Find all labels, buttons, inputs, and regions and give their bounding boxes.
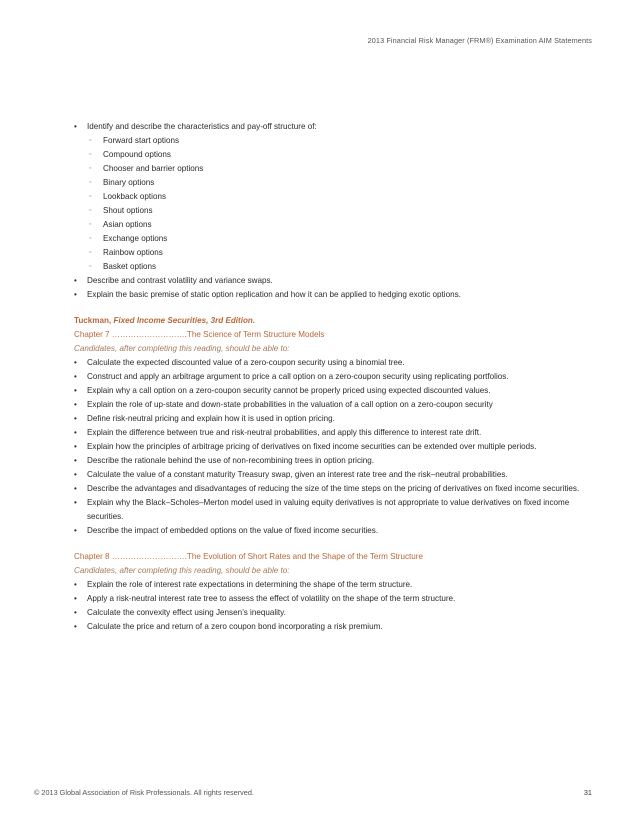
sub-list-item: ◦ Basket options [74,260,594,274]
chapter-8-heading: Chapter 8 ……………………….The Evolution of Short Rates and the Shape of the Term Structure [74,552,423,561]
sub-list-item: ◦ Rainbow options [74,246,594,260]
list-item: • Explain the role of interest rate expectations in determining the shape of the term structure. [74,578,594,592]
sub-list-item: ◦ Lookback options [74,190,594,204]
list-item: • Describe the impact of embedded options on the value of fixed income securities. [74,524,594,538]
list-item: • Construct and apply an arbitrage argument to price a call option on a zero-coupon security using replicating portfolios. [74,370,594,384]
list-item: • Calculate the expected discounted value of a zero-coupon security using a binomial tree. [74,356,594,370]
list-item: • Explain how the principles of arbitrage pricing of derivatives on fixed income securities can be extended over multiple periods. [74,440,594,454]
list-item: • Calculate the convexity effect using Jensen’s inequality. [74,606,594,620]
page-header: 2013 Financial Risk Manager (FRM®) Examination AIM Statements [367,36,592,45]
list-item: • Explain why the Black–Scholes–Merton model used in valuing equity derivatives is not appropriate to value derivatives on fixed income securities. [74,496,594,524]
sub-list-item: ◦ Forward start options [74,134,594,148]
sub-list-item: ◦ Asian options [74,218,594,232]
list-item: • Apply a risk-neutral interest rate tree to assess the effect of volatility on the shape of the term structure. [74,592,594,606]
list-item: • Define risk-neutral pricing and explain how it is used in option pricing. [74,412,594,426]
reading-book: Fixed Income Securities, 3rd Edition. [113,316,256,325]
list-item: • Explain the role of up-state and down-state probabilities in the valuation of a call option on a zero-coupon security [74,398,594,412]
sub-list-item: ◦ Exchange options [74,232,594,246]
sub-list-item: ◦ Shout options [74,204,594,218]
sub-list-item: ◦ Compound options [74,148,594,162]
list-item: • Calculate the price and return of a zero coupon bond incorporating a risk premium. [74,620,594,634]
list-item: • Describe the advantages and disadvantages of reducing the size of the time steps on the pricing of derivatives on fixed income securities. [74,482,594,496]
list-item: • Describe and contrast volatility and variance swaps. [74,274,594,288]
chapter-7-note: Candidates, after completing this reading, should be able to: [74,344,290,353]
sub-list-item: ◦ Chooser and barrier options [74,162,594,176]
chapter-8-note: Candidates, after completing this reading, should be able to: [74,566,290,575]
sub-list-item: ◦ Binary options [74,176,594,190]
list-item: • Describe the rationale behind the use of non-recombining trees in option pricing. [74,454,594,468]
list-item: • Explain why a call option on a zero-coupon security cannot be properly priced using expected discounted values. [74,384,594,398]
page-content [74,120,594,634]
list-item: • Explain the basic premise of static option replication and how it can be applied to hedging exotic options. [74,288,594,302]
page-number: 31 [583,788,592,797]
reading-title [74,314,594,328]
chapter-7-heading: Chapter 7 ……………………….The Science of Term Structure Models [74,330,325,339]
list-item: • Calculate the value of a constant maturity Treasury swap, given an interest rate tree and the risk–neutral probabilities. [74,468,594,482]
list-item: • Explain the difference between true and risk-neutral probabilities, and apply this difference to interest rate drift. [74,426,594,440]
footer-copyright: © 2013 Global Association of Risk Professionals. All rights reserved. [34,788,254,797]
reading-author: Tuckman, [74,316,112,325]
list-item: • Identify and describe the characteristics and pay-off structure of: [74,120,594,134]
